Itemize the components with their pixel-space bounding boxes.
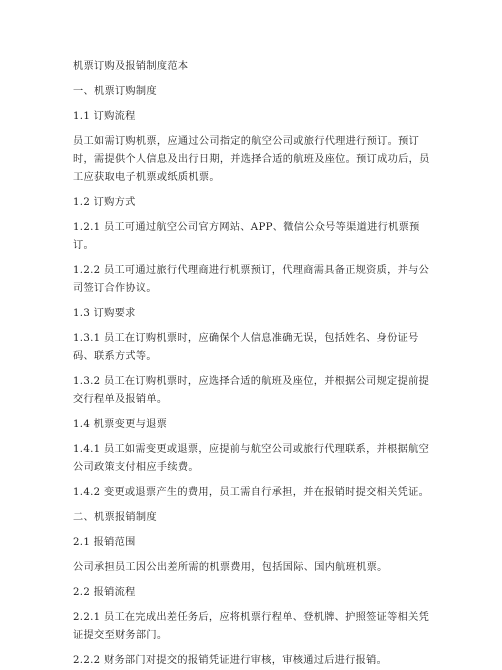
document-body: [73, 58, 433, 670]
section-heading-2: 二、机票报销制度: [73, 512, 157, 523]
paragraph-2-2-2: 2.2.2 财务部门对提交的报销凭证进行审核，审核通过后进行报销。: [73, 655, 388, 666]
paragraph-1-4-2: 1.4.2 变更或退票产生的费用，员工需自行承担，并在报销时提交相关凭证。: [73, 487, 430, 498]
paragraph-1-3-2: 1.3.2 员工在订购机票时，应选择合适的航班及座位，并根据公司规定提前提交行程单及报销单。: [73, 376, 430, 405]
document-title: 机票订购及报销制度范本: [73, 61, 189, 72]
paragraph-1-3-1: 1.3.1 员工在订购机票时，应确保个人信息准确无误，包括姓名、身份证号码、联系方式等。: [73, 333, 419, 362]
paragraph-2-1-body: 公司承担员工因公出差所需的机票费用，包括国际、国内航班机票。: [73, 562, 388, 573]
paragraph-1-1-body: 员工如需订购机票，应通过公司指定的航空公司或旅行代理进行预订。预订时，需提供个人信息及出行日期，并选择合适的航班及座位。预订成功后，员工应获取电子机票或纸质机票。: [73, 136, 430, 183]
subsection-heading-1-3: 1.3 订购要求: [73, 308, 136, 319]
subsection-heading-2-2: 2.2 报销流程: [73, 587, 136, 598]
paragraph-2-2-1: 2.2.1 员工在完成出差任务后，应将机票行程单、登机牌、护照签证等相关凭证提交至财务部门。: [73, 612, 430, 641]
paragraph-1-2-2: 1.2.2 员工可通过旅行代理商进行机票预订，代理商需具备正规资质，并与公司签订合作协议。: [73, 265, 430, 294]
subsection-heading-2-1: 2.1 报销范围: [73, 537, 136, 548]
subsection-heading-1-4: 1.4 机票变更与退票: [73, 419, 168, 430]
subsection-heading-1-2: 1.2 订购方式: [73, 197, 136, 208]
subsection-heading-1-1: 1.1 订购流程: [73, 111, 136, 122]
section-heading-1: 一、机票订购制度: [73, 86, 157, 97]
paragraph-1-2-1: 1.2.1 员工可通过航空公司官方网站、APP、微信公众号等渠道进行机票预订。: [73, 222, 420, 251]
paragraph-1-4-1: 1.4.1 员工如需变更或退票，应提前与航空公司或旅行代理联系，并根据航空公司政策支付相应手续费。: [73, 444, 430, 473]
